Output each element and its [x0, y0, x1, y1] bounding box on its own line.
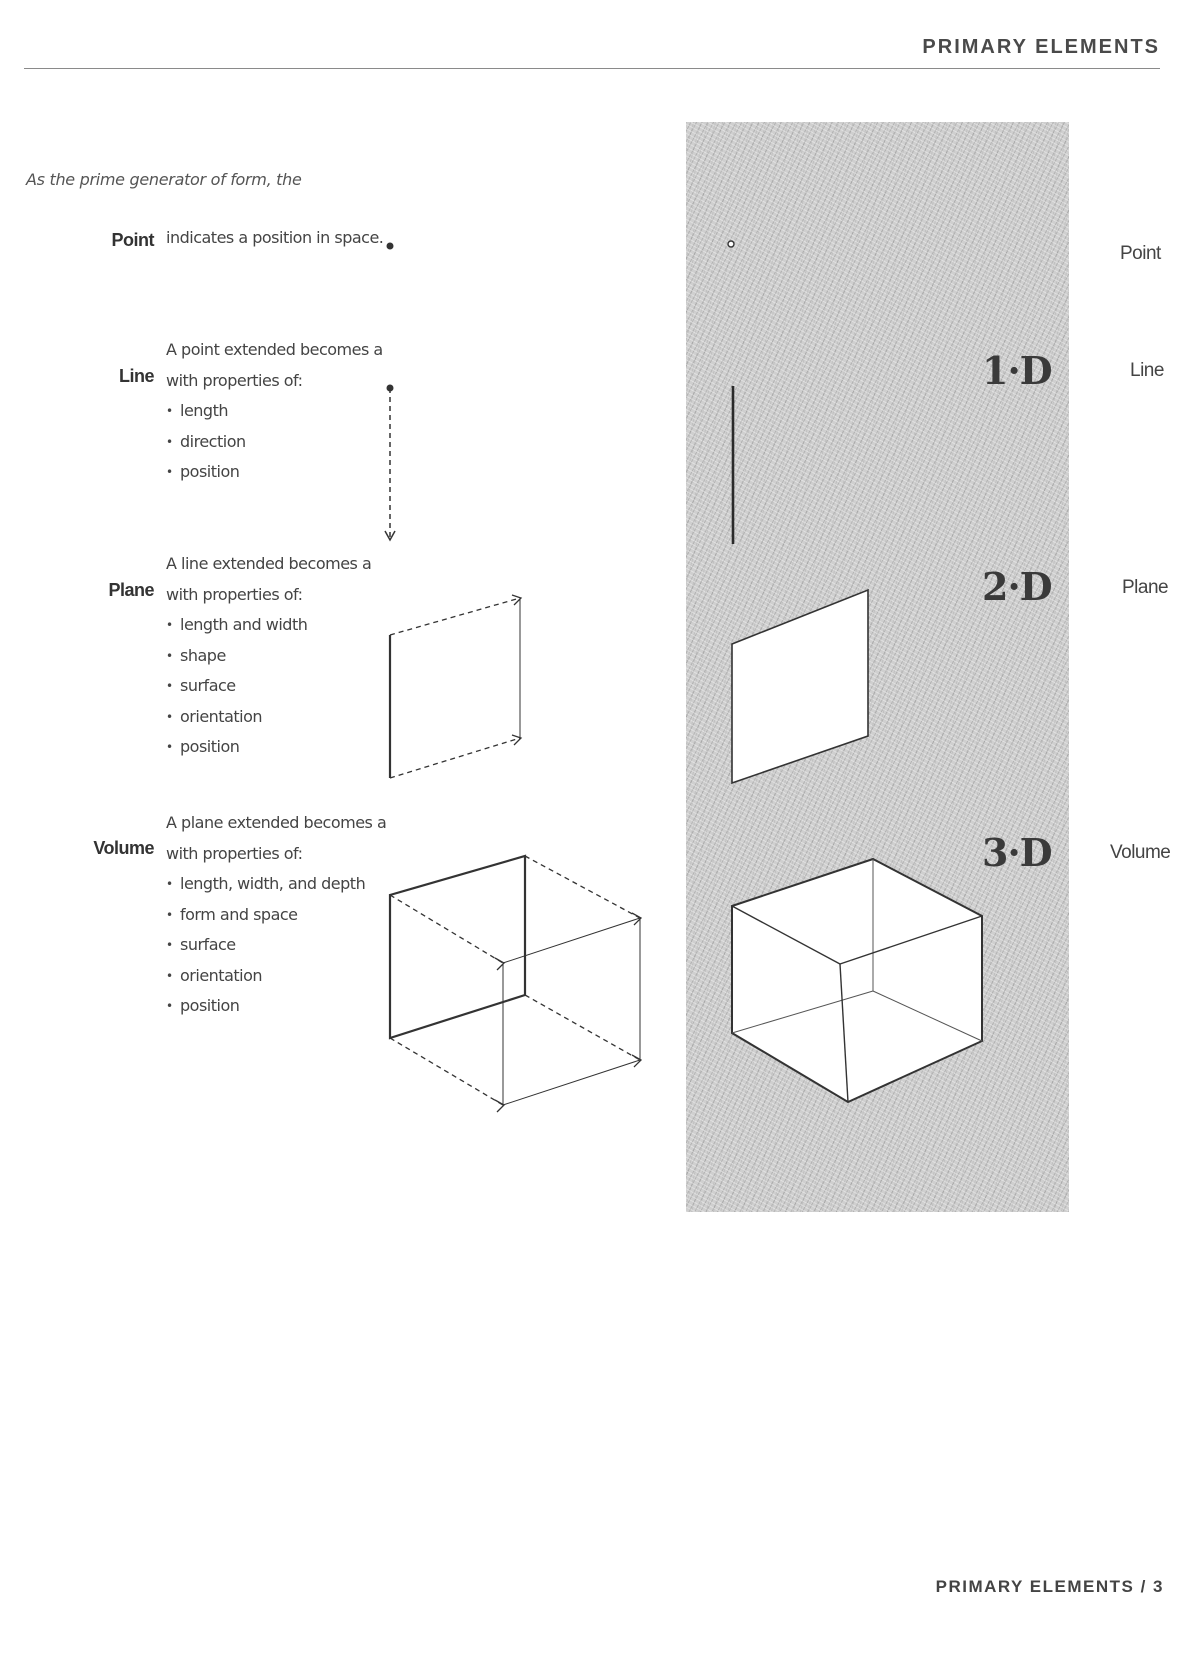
- point-diagram: [380, 236, 400, 256]
- plane-description: [166, 549, 371, 763]
- plane-property: • position: [166, 732, 371, 763]
- volume-property: • position: [166, 991, 386, 1022]
- term-line: Line: [118, 366, 154, 386]
- label-1d: 1·D: [982, 348, 1052, 393]
- volume-back-plane: [503, 918, 640, 1105]
- line-diagram: [380, 380, 410, 550]
- plane-property: • orientation: [166, 702, 371, 733]
- side-label-plane: Plane: [1122, 577, 1169, 598]
- plane-property: • surface: [166, 671, 371, 702]
- cube-outline: [732, 859, 982, 1102]
- plane-property: • shape: [166, 641, 371, 672]
- volume-edge-dashed: [390, 1038, 503, 1105]
- term-point: Point: [111, 230, 154, 250]
- panel-volume-figure: [730, 856, 986, 1112]
- dimension-panel: [686, 122, 1069, 1212]
- header-rule: [24, 68, 1160, 69]
- plane-properties: [166, 610, 371, 763]
- volume-properties: [166, 869, 386, 1022]
- line-property: • direction: [166, 427, 383, 458]
- volume-property: • form and space: [166, 900, 386, 931]
- label-3d: 3·D: [982, 830, 1052, 875]
- page-footer: PRIMARY ELEMENTS / 3: [935, 1577, 1164, 1596]
- volume-property: • orientation: [166, 961, 386, 992]
- panel-plane-figure: [730, 588, 880, 788]
- plane-property: • length and width: [166, 610, 371, 641]
- panel-line-figure: [730, 384, 736, 546]
- volume-description: [166, 808, 386, 1022]
- volume-edge-dashed: [525, 856, 640, 918]
- volume-front-plane: [390, 856, 525, 1038]
- line-property: • length: [166, 396, 383, 427]
- point-description: indicates a position in space.: [166, 228, 384, 247]
- line-with: with properties of:: [166, 370, 303, 390]
- point-dot: [387, 243, 394, 250]
- term-plane: Plane: [108, 580, 154, 600]
- side-label-volume: Volume: [1110, 842, 1171, 863]
- volume-edge-dashed: [525, 995, 640, 1060]
- line-description: [166, 335, 383, 488]
- plane-diagram: [385, 590, 530, 790]
- line-property: • position: [166, 457, 383, 488]
- volume-edge-dashed: [390, 895, 503, 963]
- volume-intro: A plane extended becomes a: [166, 813, 387, 832]
- plane-edge-dashed-bottom: [390, 738, 520, 778]
- volume-with: with properties of:: [166, 843, 303, 863]
- plane-with: with properties of:: [166, 584, 303, 604]
- side-label-point: Point: [1120, 243, 1161, 264]
- line-intro: A point extended becomes a: [166, 340, 383, 359]
- volume-property: • length, width, and depth: [166, 869, 386, 900]
- plane-intro: A line extended becomes a: [166, 554, 372, 573]
- volume-diagram: [385, 850, 645, 1120]
- line-properties: [166, 396, 383, 488]
- side-label-line: Line: [1130, 360, 1164, 381]
- term-volume: Volume: [93, 838, 154, 858]
- label-2d: 2·D: [982, 564, 1052, 609]
- panel-point-mark: [725, 238, 737, 250]
- intro-text: As the prime generator of form, the: [26, 170, 302, 189]
- volume-property: • surface: [166, 930, 386, 961]
- page-header-title: PRIMARY ELEMENTS: [922, 36, 1160, 58]
- plane-edge-dashed-top: [390, 598, 520, 635]
